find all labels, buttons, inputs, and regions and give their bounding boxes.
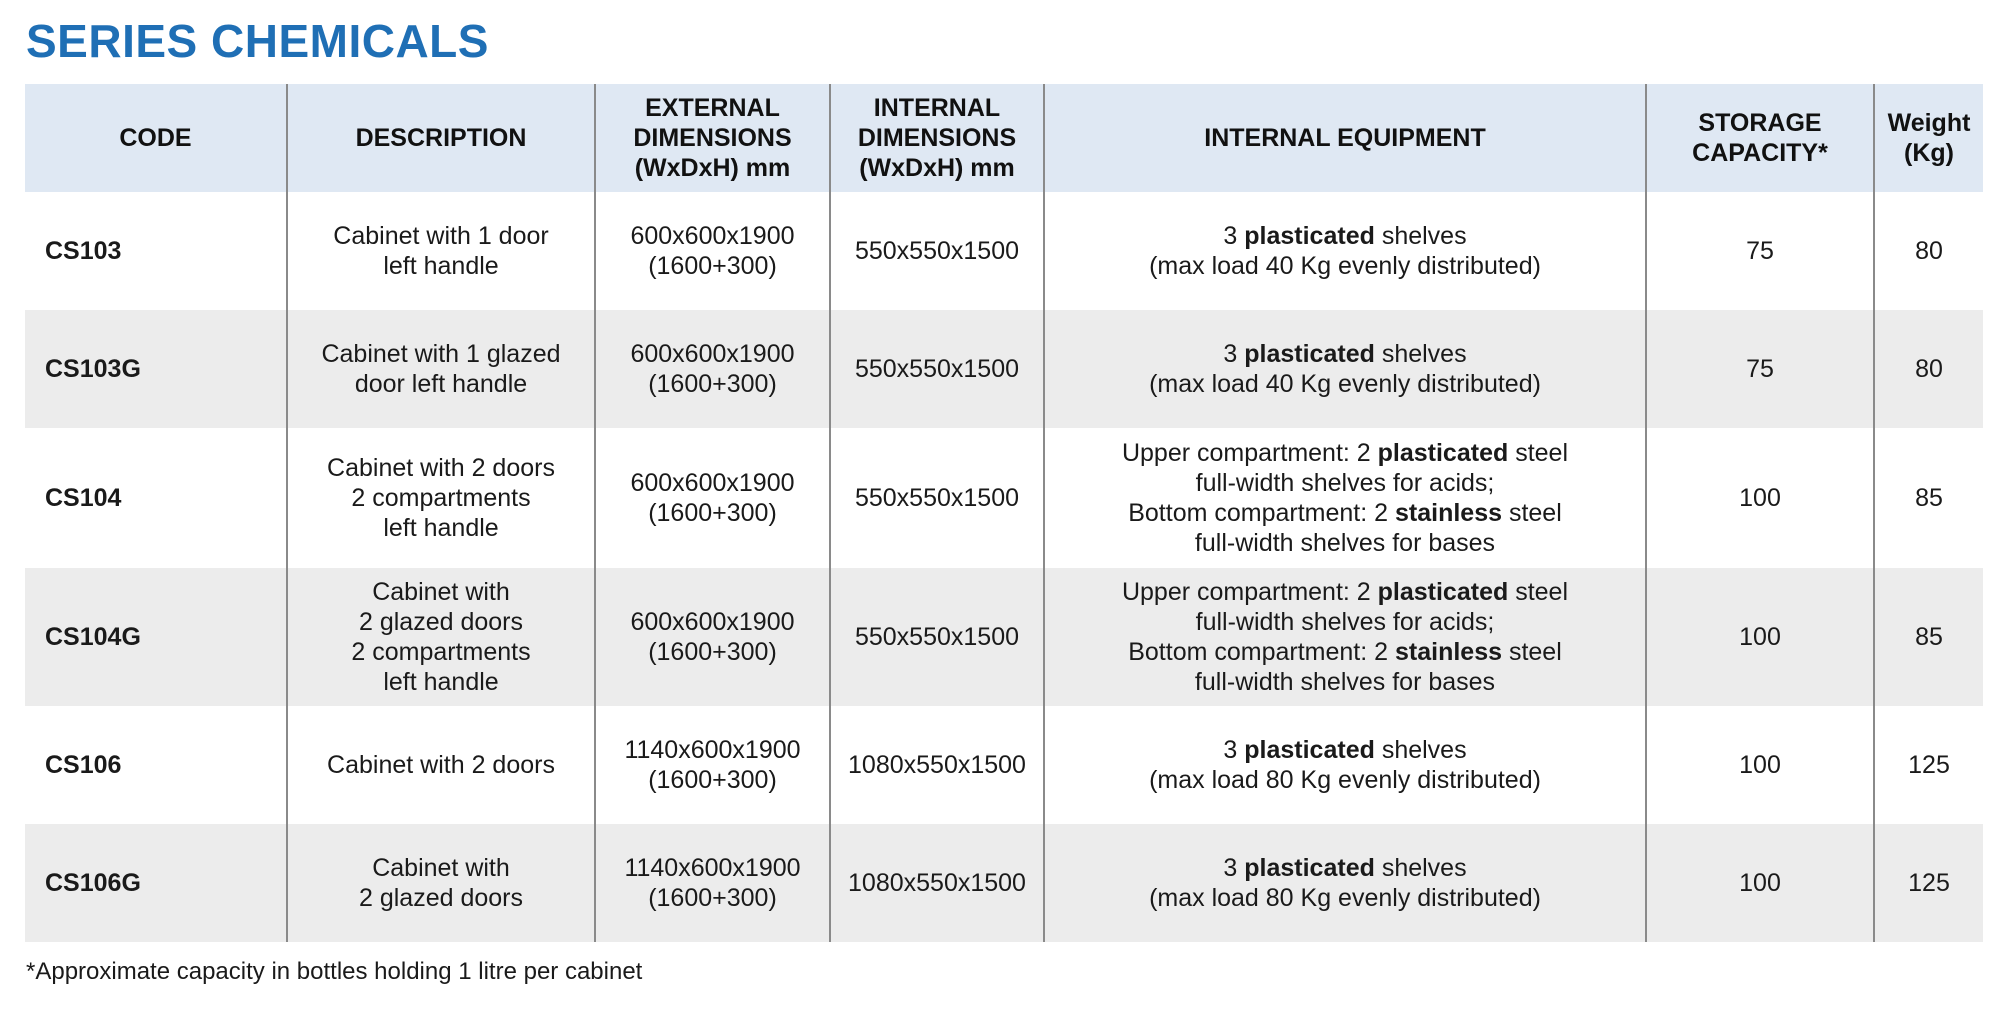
cell-internal-equipment	[1044, 310, 1646, 428]
equipment-emphasis: stainless	[1395, 638, 1503, 666]
cell-storage-capacity: 75	[1646, 192, 1874, 310]
column-header-code: CODE	[119, 124, 192, 152]
cell-description: Cabinet with 2 glazed doors 2 compartments left handle	[287, 568, 595, 706]
cell-storage-capacity: 100	[1646, 824, 1874, 942]
cell-external-dimensions: 600x600x1900 (1600+300)	[595, 192, 830, 310]
equipment-line	[1053, 251, 1637, 281]
table-row	[25, 310, 1983, 428]
equipment-text: 3	[1223, 340, 1245, 368]
equipment-text: full-width shelves for bases	[1194, 668, 1496, 696]
equipment-emphasis: plasticated	[1244, 736, 1375, 764]
equipment-emphasis: plasticated	[1377, 578, 1509, 606]
equipment-line	[1053, 637, 1637, 667]
table-row	[25, 192, 1983, 310]
equipment-line	[1053, 765, 1637, 795]
cell-weight: 85	[1874, 428, 1983, 568]
cell-description: Cabinet with 1 glazed door left handle	[287, 310, 595, 428]
equipment-text: 3	[1223, 222, 1245, 250]
cell-internal-dimensions: 550x550x1500	[830, 310, 1044, 428]
column-header-storage-capacity: STORAGE CAPACITY*	[1646, 84, 1874, 192]
table-header-row	[25, 84, 1983, 192]
cell-description: Cabinet with 2 doors 2 compartments left handle	[287, 428, 595, 568]
cell-internal-equipment	[1044, 824, 1646, 942]
cell-code: CS106G	[45, 869, 141, 897]
equipment-text: shelves	[1374, 736, 1467, 764]
cell-external-dimensions: 600x600x1900 (1600+300)	[595, 310, 830, 428]
equipment-text: (max load 40 Kg evenly distributed)	[1149, 252, 1541, 280]
cell-code: CS104	[45, 484, 122, 512]
equipment-line	[1053, 369, 1637, 399]
equipment-line	[1053, 528, 1637, 558]
equipment-text: full-width shelves for bases	[1194, 529, 1496, 557]
equipment-line	[1053, 607, 1637, 637]
table-row	[25, 824, 1983, 942]
cell-description: Cabinet with 2 glazed doors	[287, 824, 595, 942]
equipment-line	[1053, 853, 1637, 883]
equipment-text: steel	[1502, 499, 1562, 527]
cell-internal-equipment	[1044, 192, 1646, 310]
equipment-text: shelves	[1374, 222, 1467, 250]
cell-internal-dimensions: 550x550x1500	[830, 192, 1044, 310]
equipment-text: Bottom compartment: 2	[1128, 638, 1395, 666]
cell-weight: 85	[1874, 568, 1983, 706]
equipment-line	[1053, 667, 1637, 697]
table-row	[25, 706, 1983, 824]
cell-internal-dimensions: 550x550x1500	[830, 428, 1044, 568]
cell-storage-capacity: 100	[1646, 428, 1874, 568]
cell-storage-capacity: 100	[1646, 568, 1874, 706]
cell-code: CS104G	[45, 623, 141, 651]
cell-external-dimensions: 1140x600x1900 (1600+300)	[595, 706, 830, 824]
cell-external-dimensions: 600x600x1900 (1600+300)	[595, 428, 830, 568]
cell-weight: 80	[1874, 192, 1983, 310]
cell-description: Cabinet with 1 door left handle	[287, 192, 595, 310]
cell-internal-equipment	[1044, 568, 1646, 706]
column-header-description: DESCRIPTION	[287, 84, 595, 192]
cell-code: CS103	[45, 237, 122, 265]
equipment-emphasis: plasticated	[1244, 854, 1375, 882]
cell-storage-capacity: 75	[1646, 310, 1874, 428]
cell-internal-dimensions: 1080x550x1500	[830, 824, 1044, 942]
equipment-text: (max load 80 Kg evenly distributed)	[1149, 766, 1541, 794]
equipment-text: steel	[1508, 578, 1569, 606]
equipment-line	[1053, 498, 1637, 528]
equipment-text: Upper compartment: 2	[1121, 439, 1378, 467]
spec-table	[25, 84, 1983, 942]
equipment-text: (max load 40 Kg evenly distributed)	[1149, 370, 1541, 398]
cell-weight: 125	[1874, 824, 1983, 942]
cell-weight: 125	[1874, 706, 1983, 824]
equipment-text: steel	[1502, 638, 1562, 666]
equipment-text: full-width shelves for acids;	[1195, 608, 1495, 636]
equipment-emphasis: plasticated	[1244, 340, 1375, 368]
equipment-line	[1053, 221, 1637, 251]
cell-internal-equipment	[1044, 428, 1646, 568]
equipment-emphasis: plasticated	[1244, 222, 1375, 250]
cell-external-dimensions: 1140x600x1900 (1600+300)	[595, 824, 830, 942]
column-header-external-dimensions: EXTERNAL DIMENSIONS (WxDxH) mm	[595, 84, 830, 192]
cell-storage-capacity: 100	[1646, 706, 1874, 824]
equipment-line	[1053, 883, 1637, 913]
column-header-internal-dimensions: INTERNAL DIMENSIONS (WxDxH) mm	[830, 84, 1044, 192]
equipment-emphasis: stainless	[1395, 499, 1503, 527]
cell-code: CS106	[45, 751, 122, 779]
equipment-line	[1053, 438, 1637, 468]
cell-description: Cabinet with 2 doors	[287, 706, 595, 824]
equipment-text: 3	[1223, 854, 1245, 882]
table-row	[25, 568, 1983, 706]
table-row	[25, 428, 1983, 568]
cell-weight: 80	[1874, 310, 1983, 428]
equipment-text: Bottom compartment: 2	[1128, 499, 1395, 527]
page-title: SERIES CHEMICALS	[26, 15, 489, 67]
equipment-line	[1053, 577, 1637, 607]
footnote: *Approximate capacity in bottles holding 1 litre per cabinet	[26, 958, 643, 985]
column-header-weight: Weight (Kg)	[1874, 84, 1983, 192]
equipment-text: shelves	[1374, 854, 1467, 882]
equipment-text: steel	[1508, 439, 1569, 467]
equipment-text: full-width shelves for acids;	[1195, 469, 1495, 497]
cell-code: CS103G	[45, 355, 141, 383]
equipment-line	[1053, 468, 1637, 498]
equipment-text: Upper compartment: 2	[1121, 578, 1378, 606]
column-header-internal-equipment: INTERNAL EQUIPMENT	[1044, 84, 1646, 192]
equipment-line	[1053, 339, 1637, 369]
cell-internal-dimensions: 550x550x1500	[830, 568, 1044, 706]
cell-external-dimensions: 600x600x1900 (1600+300)	[595, 568, 830, 706]
equipment-line	[1053, 735, 1637, 765]
cell-internal-equipment	[1044, 706, 1646, 824]
cell-internal-dimensions: 1080x550x1500	[830, 706, 1044, 824]
equipment-emphasis: plasticated	[1377, 439, 1509, 467]
equipment-text: (max load 80 Kg evenly distributed)	[1149, 884, 1541, 912]
equipment-text: shelves	[1374, 340, 1467, 368]
equipment-text: 3	[1223, 736, 1245, 764]
table-body	[25, 192, 1983, 942]
